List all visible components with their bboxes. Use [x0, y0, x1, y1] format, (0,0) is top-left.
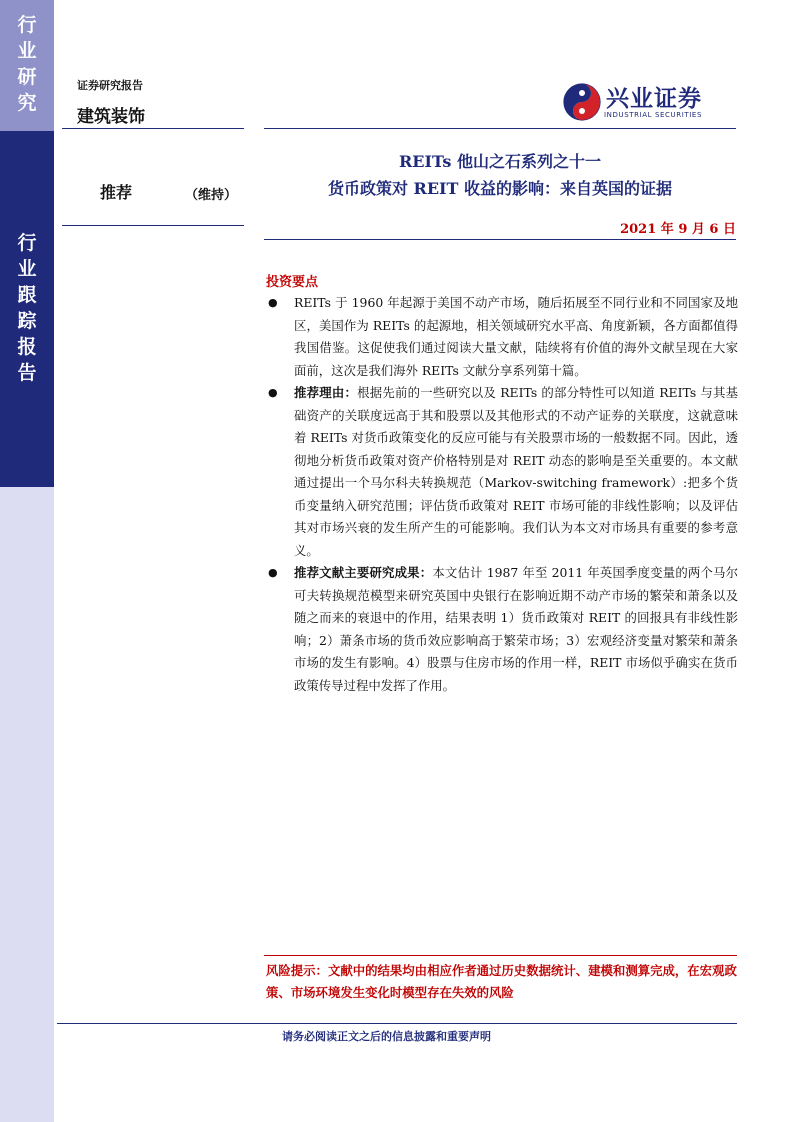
sidebar-char: 究: [17, 92, 37, 114]
sidebar-label-research: [0, 12, 54, 116]
key-points-list: [264, 292, 738, 697]
bullet-text: 本文估计 1987 年至 2011 年英国季度变量的两个马尔可夫转换规范模型来研究英国中央银行在影响近期不动产市场的繁荣和萧条以及随之而来的衰退中的作用，结果表明 1）货币政策对 REIT 的回报具有非线性影响；2）萧条市场的货币效应影响高于繁荣市场；3）宏观经济变量对繁荣和萧条市场的发生有影响。4）股票与住房市场的作用一样，REIT 市场似乎确实在货币政策传导过程中发挥了作用。: [294, 565, 738, 693]
report-type: 证券研究报告: [77, 79, 143, 92]
bullet-lead: 推荐文献主要研究成果：: [294, 565, 433, 580]
report-date: 2021 年 9 月 6 日: [620, 222, 736, 237]
divider: [62, 225, 244, 226]
list-item: [264, 382, 738, 562]
footer-divider: [57, 1023, 737, 1024]
logo-name: 兴业证券: [606, 86, 702, 112]
bullet-text: 根据先前的一些研究以及 REITs 的部分特性可以知道 REITs 与其基础资产的关联度远高于其和股票以及其他形式的不动产证券的关联度，这就意味着 REITs 对货币政策变化的反应可能与有关股票市场的一般数据不同。因此，透彻地分析货币政策对资产价格特别是对 REIT 动态的影响是至关重要的。本文献通过提出一个马尔科夫转换规范（Markov-switching framework）:把多个货币变量纳入研究范围；评估货币政策对 REIT 市场可能的非线性影响；以及评估其对市场兴衰的发生所产生的可能影响。我们认为本文对市场具有重要的参考意义。: [294, 385, 739, 558]
bullet-icon: ●: [268, 566, 278, 579]
sidebar-char: 告: [17, 362, 37, 384]
section-title: 投资要点: [266, 275, 319, 290]
bullet-icon: ●: [268, 296, 278, 309]
sidebar-char: 行: [17, 232, 37, 254]
sidebar-label-tracking: [0, 230, 54, 386]
logo-subtitle: INDUSTRIAL SECURITIES: [604, 111, 702, 119]
report-title: 货币政策对 REIT 收益的影响：来自英国的证据: [327, 179, 673, 198]
bullet-text: REITs 于 1960 年起源于美国不动产市场，随后拓展至不同行业和不同国家及地区，美国作为 REITs 的起源地，相关领域研究水平高、角度新颖，各方面都值得我国借鉴。这促使我们通过阅读大量文献，陆续将有价值的海外文献呈现在大家面前，这次是我们海外 REITs 文献分享系列第十篇。: [294, 295, 738, 378]
divider: [264, 239, 736, 240]
report-series-title: REITs 他山之石系列之十一: [399, 152, 601, 171]
sidebar-char: 业: [17, 40, 37, 62]
disclaimer-note: 请务必阅读正文之后的信息披露和重要声明: [282, 1030, 491, 1043]
list-item: [264, 292, 738, 382]
divider: [264, 128, 736, 129]
divider: [62, 128, 244, 129]
bullet-lead: 推荐理由：: [294, 385, 358, 400]
risk-divider: [264, 955, 737, 956]
bullet-icon: ●: [268, 386, 278, 399]
industry-name: 建筑装饰: [77, 107, 145, 127]
sidebar-bottom-band: [0, 487, 54, 1122]
sidebar-char: 业: [17, 258, 37, 280]
list-item: [264, 562, 738, 697]
company-logo: [560, 80, 740, 124]
sidebar-char: 行: [17, 14, 37, 36]
sidebar-char: 报: [17, 336, 37, 358]
risk-warning: 风险提示：文献中的结果均由相应作者通过历史数据统计、建模和测算完成，在宏观政策、市场环境发生变化时模型存在失效的风险: [266, 963, 737, 1000]
sidebar-char: 跟: [17, 284, 37, 306]
sidebar-char: 踪: [17, 310, 37, 332]
rating-status: （维持）: [185, 188, 238, 203]
industrial-securities-logo-icon: [562, 82, 602, 122]
rating: 推荐: [100, 183, 133, 202]
sidebar-char: 研: [17, 66, 37, 88]
